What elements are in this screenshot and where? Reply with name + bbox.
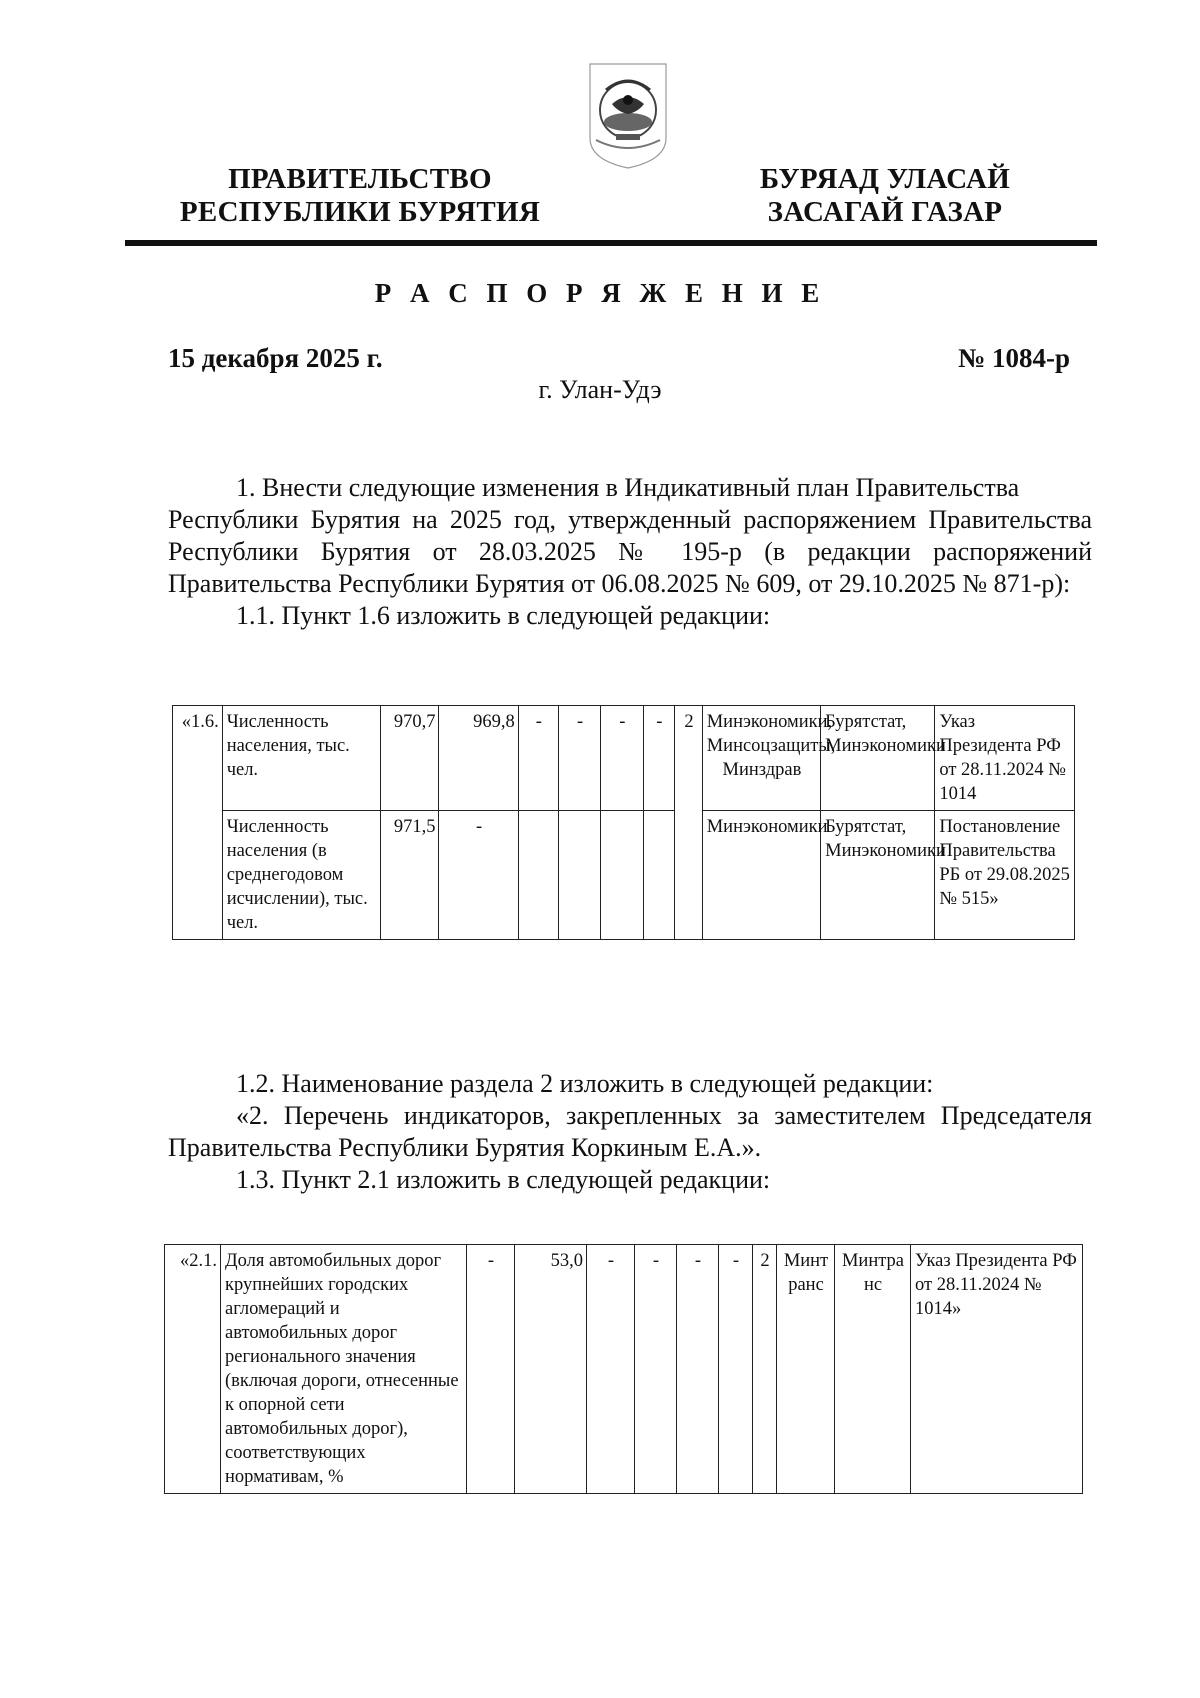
table-cell-value: - <box>601 706 643 811</box>
table-cell-value <box>558 811 600 940</box>
paragraph-1-3: 1.3. Пункт 2.1 изложить в следующей редакции: <box>236 1165 771 1194</box>
paragraph-2 <box>168 1068 1092 1196</box>
table-cell-value: - <box>558 706 600 811</box>
header-left <box>130 163 590 229</box>
paragraph-1-2-quote: «2. Перечень индикаторов, закрепленных за заместителем Председателя Правительства Республики Бурятия Коркиным Е.А.». <box>168 1101 1092 1162</box>
table-cell-value: - <box>643 706 675 811</box>
header-left-line2: РЕСПУБЛИКИ БУРЯТИЯ <box>179 196 541 228</box>
table-cell-responsible: Минэкономики <box>702 811 820 940</box>
table-row <box>173 811 1075 940</box>
table-cell-value: 969,8 <box>439 706 518 811</box>
paragraph-1-line1: 1. Внести следующие изменения в Индикативный план Правительства <box>236 473 1020 502</box>
document-date: 15 декабря 2025 г. <box>168 343 383 373</box>
table-cell-responsible: Минэкономики, Минсоцзащиты, Минздрав <box>702 706 820 811</box>
table-cell-value: - <box>635 1245 677 1494</box>
paragraph-1 <box>168 472 1092 632</box>
table-cell-value <box>643 811 675 940</box>
table-row <box>165 1245 1083 1494</box>
indicator-table-1-6 <box>172 705 1075 940</box>
indicator-table-2-1 <box>164 1244 1083 1494</box>
table-cell-basis: Постановление Правительства РБ от 29.08.2025 № 515» <box>935 811 1075 940</box>
document-city: г. Улан-Удэ <box>538 375 662 404</box>
table-cell-name: Численность населения (в среднегодовом исчислении), тыс. чел. <box>222 811 381 940</box>
table-cell-value: - <box>587 1245 635 1494</box>
document-number: № 1084-р <box>958 343 1070 373</box>
table-cell-value: - <box>518 706 558 811</box>
table-cell-basis: Указ Президента РФ от 28.11.2024 № 1014» <box>911 1245 1083 1494</box>
document-title: Р А С П О Р Я Ж Е Н И Е <box>374 278 826 308</box>
table-cell-value: - <box>467 1245 515 1494</box>
header-rule <box>125 240 1097 246</box>
paragraph-1-1: 1.1. Пункт 1.6 изложить в следующей редакции: <box>236 601 771 630</box>
table-cell-name: Численность населения, тыс. чел. <box>222 706 381 811</box>
table-cell-value: - <box>719 1245 753 1494</box>
header-right-line2: ЗАСАГАЙ ГАЗАР <box>767 196 1003 228</box>
table-cell-value: 971,5 <box>381 811 439 940</box>
coat-of-arms-icon <box>586 60 670 172</box>
table-cell-source: Бурятстат, Минэкономики <box>821 706 935 811</box>
table-cell-value <box>601 811 643 940</box>
table-cell-code: 2 <box>753 1245 777 1494</box>
table-cell-source: Бурятстат, Минэкономики <box>821 811 935 940</box>
table-cell-num: «2.1. <box>165 1245 221 1494</box>
header-left-line1: ПРАВИТЕЛЬСТВО <box>228 163 492 195</box>
table-cell-responsible: Минтранс <box>777 1245 835 1494</box>
table-row <box>173 706 1075 811</box>
header-right-line1: БУРЯАД УЛАСАЙ <box>759 163 1011 195</box>
paragraph-1-rest: Республики Бурятия на 2025 год, утвержденный распоряжением Правительства Республики Бурятия от 28.03.2025 № 195-р (в редакции распоряжений Правительства Республики Бурятия от 06.08.2025 № 609, от 29.10.2025 № 871-р): <box>168 505 1092 598</box>
header-right <box>720 163 1050 229</box>
table-cell-value: - <box>677 1245 719 1494</box>
table-cell-value: - <box>439 811 518 940</box>
table-cell-num: «1.6. <box>173 706 223 811</box>
table-cell-value <box>518 811 558 940</box>
table-cell-basis: Указ Президента РФ от 28.11.2024 № 1014 <box>935 706 1075 811</box>
paragraph-1-2: 1.2. Наименование раздела 2 изложить в следующей редакции: <box>236 1069 934 1098</box>
table-cell-code: 2 <box>675 706 702 811</box>
table-cell-value: 970,7 <box>381 706 439 811</box>
table-cell-code <box>675 811 702 940</box>
table-cell-name: Доля автомобильных дорог крупнейших городских агломераций и автомобильных дорог регионального значения (включая дороги, отнесенные к опорной сети автомобильных дорог), соответствующих нормативам, % <box>221 1245 467 1494</box>
table-cell-num <box>173 811 223 940</box>
table-cell-value: 53,0 <box>515 1245 587 1494</box>
table-cell-source: Минтранс <box>835 1245 911 1494</box>
